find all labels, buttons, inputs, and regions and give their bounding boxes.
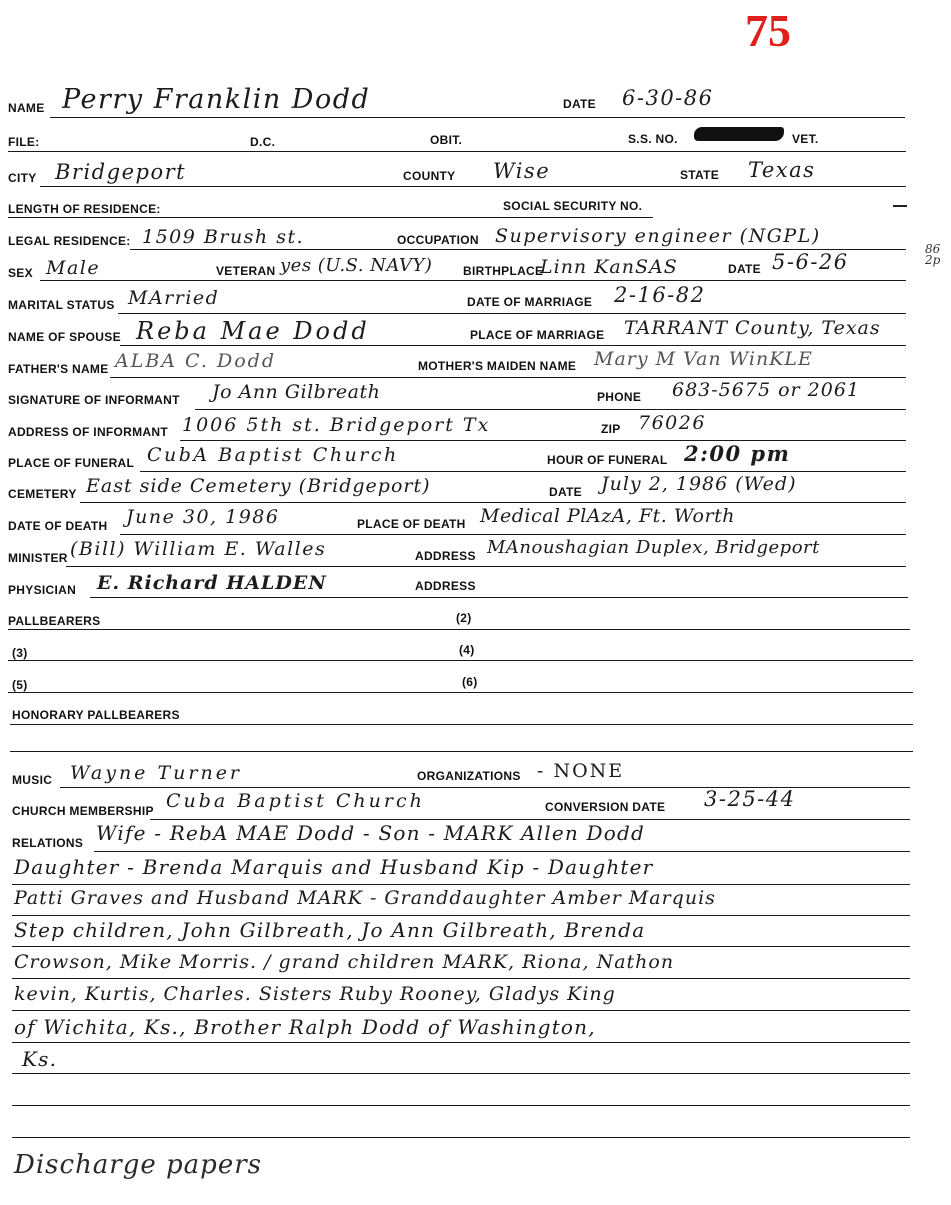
date-value: 6-30-86	[622, 86, 714, 110]
church-membership-value: Cuba Baptist Church	[166, 790, 425, 812]
minister-address-label: ADDRESS	[415, 549, 476, 563]
fathers-name-value: ALBA C. Dodd	[115, 350, 276, 372]
place-of-funeral-value: CubA Baptist Church	[147, 444, 399, 466]
birthplace-label: BIRTHPLACE	[463, 264, 544, 278]
physician-label: PHYSICIAN	[8, 583, 77, 597]
occupation-value: Supervisory engineer (NGPL)	[495, 225, 821, 247]
state-value: Texas	[748, 158, 816, 182]
physician-address-label: ADDRESS	[415, 579, 476, 593]
dc-label: D.C.	[250, 135, 276, 149]
zip-value: 76026	[638, 412, 706, 434]
music-value: Wayne Turner	[70, 762, 243, 784]
place-of-death-value: Medical PlAzA, Ft. Worth	[480, 505, 735, 527]
marital-status-label: MARITAL STATUS	[8, 298, 115, 312]
hour-of-funeral-value: 2:00 pm	[684, 441, 791, 466]
fathers-name-label: FATHER'S NAME	[8, 362, 109, 376]
county-value: Wise	[493, 159, 551, 183]
hour-of-funeral-label: HOUR OF FUNERAL	[547, 453, 668, 467]
rule	[12, 1010, 910, 1011]
vet-label: VET.	[792, 132, 819, 146]
occupation-label: OCCUPATION	[397, 233, 479, 247]
birthplace-value: Linn KanSAS	[540, 256, 678, 278]
birth-date-value: 5-6-26	[772, 250, 849, 274]
organizations-label: ORGANIZATIONS	[417, 769, 521, 783]
page-number: 75	[745, 5, 791, 56]
minister-value: (Bill) William E. Walles	[70, 538, 327, 560]
physician-value: E. Richard HALDEN	[97, 572, 327, 594]
rule	[118, 313, 906, 314]
relations-line: Wife - RebA MAE Dodd - Son - MARK Allen Dodd	[96, 821, 646, 845]
footer-note: Discharge papers	[14, 1150, 262, 1180]
cemetery-date-value: July 2, 1986 (Wed)	[601, 473, 797, 495]
rule	[12, 1042, 910, 1043]
name-value: Perry Franklin Dodd	[62, 84, 371, 115]
birth-date-label: DATE	[728, 262, 761, 276]
cemetery-label: CEMETERY	[8, 487, 77, 501]
name-of-spouse-value: Reba Mae Dodd	[136, 317, 370, 345]
legal-residence-label: LEGAL RESIDENCE:	[8, 234, 131, 248]
pallbearer-2-label: (2)	[456, 611, 472, 625]
place-of-funeral-label: PLACE OF FUNERAL	[8, 456, 135, 470]
rule	[40, 280, 906, 281]
signature-of-informant-label: SIGNATURE OF INFORMANT	[8, 393, 180, 407]
city-value: Bridgeport	[55, 160, 187, 184]
relations-label: RELATIONS	[12, 836, 84, 850]
signature-value: Jo Ann Gilbreath	[212, 381, 381, 403]
name-label: NAME	[8, 101, 45, 115]
name-of-spouse-label: NAME OF SPOUSE	[8, 330, 121, 344]
conversion-date-label: CONVERSION DATE	[545, 800, 666, 814]
pallbearer-3-label: (3)	[12, 646, 28, 660]
conversion-date-value: 3-25-44	[704, 787, 796, 811]
rule	[195, 409, 906, 410]
phone-label: PHONE	[597, 390, 642, 404]
rule	[180, 440, 906, 441]
relations-line: of Wichita, Ks., Brother Ralph Dodd of Washington,	[14, 1015, 596, 1039]
rule	[12, 915, 910, 916]
rule	[80, 502, 906, 503]
tick-mark	[893, 205, 907, 207]
file-label: FILE:	[8, 135, 40, 149]
date-of-death-value: June 30, 1986	[126, 506, 280, 528]
rule	[50, 117, 905, 118]
county-label: COUNTY	[403, 169, 456, 183]
pallbearer-4-label: (4)	[459, 643, 475, 657]
mothers-maiden-name-value: Mary M Van WinKLE	[594, 348, 813, 370]
rule	[90, 597, 908, 598]
minister-label: MINISTER	[8, 551, 68, 565]
rule	[94, 851, 910, 852]
pallbearers-label: PALLBEARERS	[8, 614, 101, 628]
obit-label: OBIT.	[430, 133, 463, 147]
place-of-marriage-label: PLACE OF MARRIAGE	[470, 328, 605, 342]
relations-line: kevin, Kurtis, Charles. Sisters Ruby Rooney, Gladys King	[14, 983, 616, 1005]
redaction-mark	[694, 127, 784, 141]
relations-line: Step children, John Gilbreath, Jo Ann Gilbreath, Brenda	[14, 918, 646, 942]
cemetery-date-label: DATE	[549, 485, 582, 499]
rule	[8, 629, 910, 630]
place-of-death-label: PLACE OF DEATH	[357, 517, 466, 531]
rule	[12, 978, 910, 979]
state-label: STATE	[680, 168, 720, 182]
address-of-informant-value: 1006 5th st. Bridgeport Tx	[182, 414, 491, 436]
rule	[120, 345, 906, 346]
phone-value: 683-5675 or 2061	[672, 379, 860, 401]
rule	[110, 377, 906, 378]
cemetery-value: East side Cemetery (Bridgeport)	[86, 475, 431, 497]
rule	[12, 946, 910, 947]
music-label: MUSIC	[12, 773, 53, 787]
sex-value: Male	[46, 257, 101, 279]
mothers-maiden-name-label: MOTHER'S MAIDEN NAME	[418, 359, 577, 373]
rule	[66, 566, 906, 567]
date-of-marriage-label: DATE OF MARRIAGE	[467, 295, 593, 309]
date-of-marriage-value: 2-16-82	[614, 283, 706, 307]
rule	[8, 692, 913, 693]
length-of-residence-label: LENGTH OF RESIDENCE:	[8, 202, 161, 216]
pallbearer-6-label: (6)	[462, 675, 478, 689]
rule	[12, 884, 910, 885]
rule	[10, 724, 913, 725]
place-of-marriage-value: TARRANT County, Texas	[624, 317, 881, 339]
rule	[40, 186, 906, 187]
honorary-pallbearers-label: HONORARY PALLBEARERS	[12, 708, 180, 722]
rule	[10, 751, 913, 752]
rule	[120, 534, 906, 535]
rule	[8, 217, 653, 218]
zip-label: ZIP	[601, 422, 621, 436]
pallbearer-5-label: (5)	[12, 678, 28, 692]
rule	[12, 1105, 910, 1106]
sex-label: SEX	[8, 266, 33, 280]
rule	[150, 819, 910, 820]
ss-no-label: S.S. NO.	[628, 132, 678, 146]
organizations-value: - NONE	[537, 760, 625, 782]
city-label: CITY	[8, 171, 37, 185]
rule	[8, 151, 906, 152]
marital-status-value: MArried	[128, 287, 220, 309]
social-security-no-label: SOCIAL SECURITY NO.	[503, 199, 643, 213]
legal-residence-value: 1509 Brush st.	[142, 226, 305, 248]
relations-line: Ks.	[22, 1047, 58, 1071]
rule	[12, 1137, 910, 1138]
minister-address-value: MAnoushagian Duplex, Bridgeport	[487, 537, 820, 558]
relations-line: Patti Graves and Husband MARK - Granddaughter Amber Marquis	[14, 887, 716, 909]
veteran-value: yes (U.S. NAVY)	[280, 255, 433, 276]
rule	[8, 660, 913, 661]
rule	[140, 471, 906, 472]
date-of-death-label: DATE OF DEATH	[8, 519, 108, 533]
church-membership-label: CHURCH MEMBERSHIP	[12, 804, 154, 818]
veteran-label: VETERAN	[216, 264, 276, 278]
date-label: DATE	[563, 97, 596, 111]
margin-note: 86 2p	[925, 242, 941, 267]
rule	[12, 1073, 910, 1074]
relations-line: Daughter - Brenda Marquis and Husband Kip - Daughter	[14, 855, 654, 879]
relations-line: Crowson, Mike Morris. / grand children MARK, Riona, Nathon	[14, 951, 675, 973]
address-of-informant-label: ADDRESS OF INFORMANT	[8, 425, 168, 439]
